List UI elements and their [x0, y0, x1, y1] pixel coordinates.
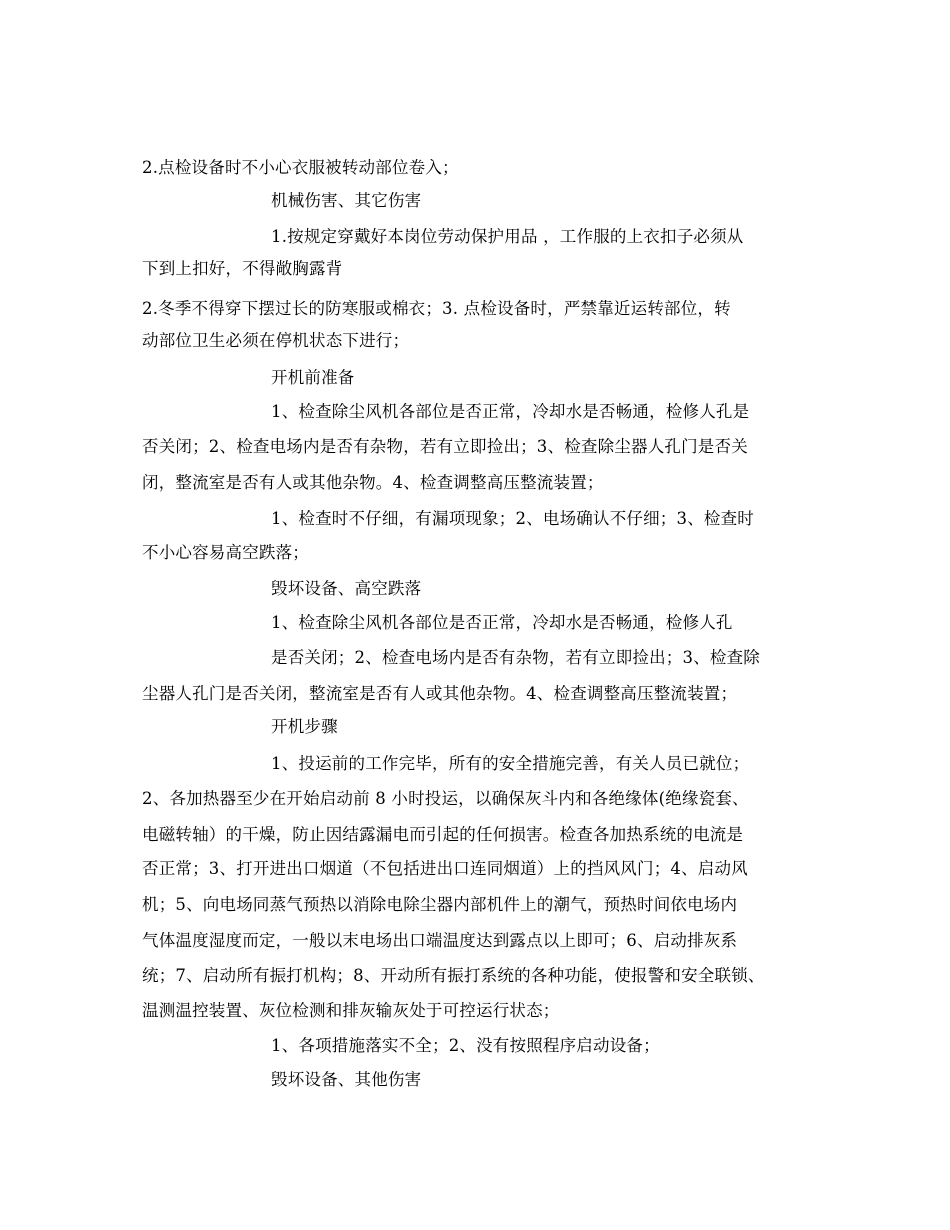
text-line: 电磁转轴）的干燥，防止因结露漏电而引起的任何损害。检查各加热系统的电流是	[142, 825, 744, 844]
text-line: 毁坏设备、其他伤害	[271, 1070, 422, 1089]
text-line: 开机前准备	[271, 368, 355, 387]
text-line: 统；7、启动所有振打机构；8、开动所有振打系统的各种功能，使报警和安全联锁、	[142, 966, 765, 985]
text-line: 气体温度湿度而定，一般以末电场出口端温度达到露点以上即可；6、启动排灰系	[142, 931, 738, 950]
text-line: 温测温控装置、灰位检测和排灰输灰处于可控运行状态；	[142, 1001, 560, 1020]
text-line: 1、各项措施落实不全；2、没有按照程序启动设备；	[271, 1036, 660, 1055]
text-line: 机械伤害、其它伤害	[271, 191, 422, 210]
text-line: 是否关闭；2、检查电场内是否有杂物，若有立即捡出；3、检查除	[271, 648, 760, 667]
text-line: 1、检查除尘风机各部位是否正常，冷却水是否畅通，检修人孔是	[271, 402, 750, 421]
text-line: 机；5、向电场同蒸气预热以消除电除尘器内部机件上的潮气，预热时间依电场内	[142, 895, 738, 914]
text-line: 不小心容易高空跌落；	[142, 543, 309, 562]
text-line: 否正常；3、打开进出口烟道（不包括进出口连同烟道）上的挡风风门；4、启动风	[142, 859, 748, 878]
text-line: 开机步骤	[271, 717, 338, 736]
text-line: 下到上扣好，不得敞胸露背	[142, 259, 343, 278]
text-line: 动部位卫生必须在停机状态下进行；	[142, 331, 410, 350]
text-line: 尘器人孔门是否关闭，整流室是否有人或其他杂物。4、检查调整高压整流装置；	[142, 684, 738, 703]
text-line: 1、投运前的工作完毕，所有的安全措施完善，有关人员已就位；	[271, 754, 750, 773]
text-line: 2.冬季不得穿下摆过长的防寒服或棉衣；3. 点检设备时，严禁靠近运转部位，转	[142, 299, 731, 318]
text-line: 1.按规定穿戴好本岗位劳动保护用品 ，工作服的上衣扣子必须从	[271, 227, 744, 246]
text-line: 2.点检设备时不小心衣服被转动部位卷入；	[142, 158, 459, 177]
text-line: 2、各加热器至少在开始启动前 8 小时投运，以确保灰斗内和各绝缘体(绝缘瓷套、	[142, 789, 749, 808]
text-line: 1、检查时不仔细，有漏项现象；2、电场确认不仔细；3、检查时	[271, 509, 754, 528]
text-line: 1、检查除尘风机各部位是否正常，冷却水是否畅通，检修人孔	[271, 613, 733, 632]
text-line: 否关闭；2、检查电场内是否有杂物，若有立即捡出；3、检查除尘器人孔门是否关	[142, 437, 748, 456]
text-line: 毁坏设备、高空跌落	[271, 579, 422, 598]
text-line: 闭，整流室是否有人或其他杂物。4、检查调整高压整流装置；	[142, 473, 604, 492]
